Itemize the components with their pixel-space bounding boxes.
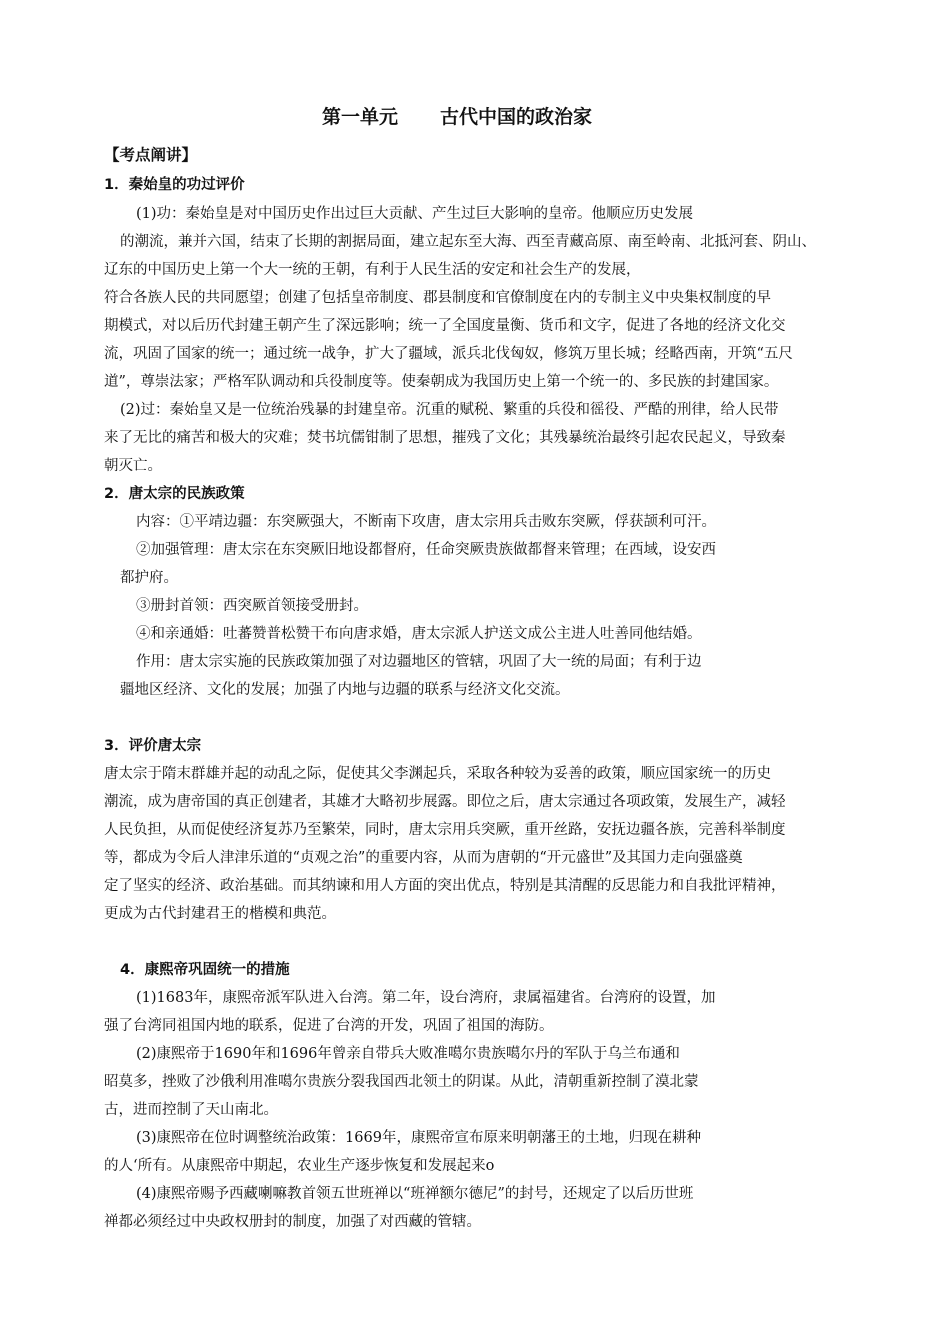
paragraph-line: 的潮流，兼并六国，结束了长期的割据局面，建立起东至大海、西至青藏高原、南至岭南、北抵河套、阴山、: [120, 234, 816, 250]
paragraph-line: (2)康熙帝于1690年和1696年曾亲自带兵大败准噶尔贵族噶尔丹的军队于乌兰布通和: [136, 1046, 680, 1062]
paragraph-line: 更成为古代封建君王的楷模和典范。: [104, 906, 336, 922]
paragraph-line: (4)康熙帝赐予西藏喇嘛教首领五世班禅以“班禅额尔德尼”的封号，还规定了以后历世班: [136, 1186, 694, 1202]
unit-name: 古代中国的政治家: [440, 106, 593, 128]
paragraph-line: 昭莫多，挫败了沙俄利用准噶尔贵族分裂我国西北领土的阴谋。从此，清朝重新控制了漠北蒙: [104, 1074, 699, 1090]
paragraph-line: 流，巩固了国家的统一；通过统一战争，扩大了疆域，派兵北伐匈奴，修筑万里长城；经略西南，开筑“五尺: [104, 346, 793, 362]
paragraph-line: 作用：唐太宗实施的民族政策加强了对边疆地区的管辖，巩固了大一统的局面；有利于边: [136, 654, 702, 670]
section-label: 【考点阐讲】: [104, 146, 198, 164]
paragraph-line: (1)功：秦始皇是对中国历史作出过巨大贡献、产生过巨大影响的皇帝。他顺应历史发展: [136, 206, 694, 222]
paragraph-line: 道”，尊崇法家；严格军队调动和兵役制度等。使秦朝成为我国历史上第一个统一的、多民族的封建国家。: [104, 374, 779, 390]
paragraph-line: 的人‘所有。从康熙帝中期起，农业生产逐步恢复和发展起来o: [104, 1158, 495, 1174]
paragraph-line: 潮流，成为唐帝国的真正创建者，其雄才大略初步展露。即位之后，唐太宗通过各项政策，发展生产，减轻: [104, 794, 786, 810]
paragraph-line: 人民负担，从而促使经济复苏乃至繁荣，同时，唐太宗用兵突厥，重开丝路，安抚边疆各族，完善科举制度: [104, 822, 786, 838]
paragraph-line: (3)康熙帝在位时调整统治政策：1669年，康熙帝宣布原来明朝藩王的土地，归现在耕种: [136, 1130, 701, 1146]
section-heading: 4．康熙帝巩固统一的措施: [120, 962, 290, 978]
paragraph-line: 朝灭亡。: [104, 458, 162, 474]
section-heading: 1．秦始皇的功过评价: [104, 177, 245, 193]
paragraph-line: (2)过：秦始皇又是一位统治残暴的封建皇帝。沉重的赋税、繁重的兵役和徭役、严酷的刑律，给人民带: [120, 402, 779, 418]
paragraph-line: 来了无比的痛苦和极大的灾难；焚书坑儒钳制了思想，摧残了文化；其残暴统治最终引起农民起义，导致秦: [104, 430, 786, 446]
paragraph-line: 等，都成为令后人津津乐道的“贞观之治”的重要内容，从而为唐朝的“开元盛世”及其国力走向强盛奠: [104, 850, 743, 866]
paragraph-line: 唐太宗于隋末群雄并起的动乱之际，促使其父李渊起兵，采取各种较为妥善的政策，顺应国家统一的历史: [104, 766, 771, 782]
paragraph-line: ③册封首领：西突厥首领接受册封。: [136, 598, 368, 614]
paragraph-line: 古，进而控制了天山南北。: [104, 1102, 278, 1118]
paragraph-line: ④和亲通婚：吐蕃赞普松赞干布向唐求婚，唐太宗派人护送文成公主进人吐善同他结婚。: [136, 626, 702, 642]
paragraph-line: 疆地区经济、文化的发展；加强了内地与边疆的联系与经济文化交流。: [120, 682, 570, 698]
paragraph-line: 期模式，对以后历代封建王朝产生了深远影响；统一了全国度量衡、货币和文字，促进了各地的经济文化交: [104, 318, 786, 334]
paragraph-line: 内容：①平靖边疆：东突厥强大，不断南下攻唐，唐太宗用兵击败东突厥，俘获颉利可汗。: [136, 514, 716, 530]
paragraph-line: ②加强管理：唐太宗在东突厥旧地设都督府，任命突厥贵族做都督来管理；在西域，设安西: [136, 542, 716, 558]
paragraph-line: 符合各族人民的共同愿望；创建了包括皇帝制度、郡县制度和官僚制度在内的专制主义中央集权制度的早: [104, 290, 771, 306]
section-heading: 2．唐太宗的民族政策: [104, 486, 245, 502]
unit-label: 第一单元: [322, 106, 399, 128]
paragraph-line: 都护府。: [120, 570, 178, 586]
page-title: [322, 104, 592, 130]
paragraph-line: 辽东的中国历史上第一个大一统的王朝，有利于人民生活的安定和社会生产的发展，: [104, 262, 641, 278]
paragraph-line: (1)1683年，康熙帝派军队进入台湾。第二年，设台湾府，隶属福建省。台湾府的设置，加: [136, 990, 716, 1006]
paragraph-line: 禅都必须经过中央政权册封的制度，加强了对西藏的管辖。: [104, 1214, 481, 1230]
section-heading: 3．评价唐太宗: [104, 738, 202, 754]
paragraph-line: 强了台湾同祖国内地的联系，促进了台湾的开发，巩固了祖国的海防。: [104, 1018, 554, 1034]
paragraph-line: 定了坚实的经济、政治基础。而其纳谏和用人方面的突出优点，特别是其清醒的反思能力和自我批评精神，: [104, 878, 786, 894]
